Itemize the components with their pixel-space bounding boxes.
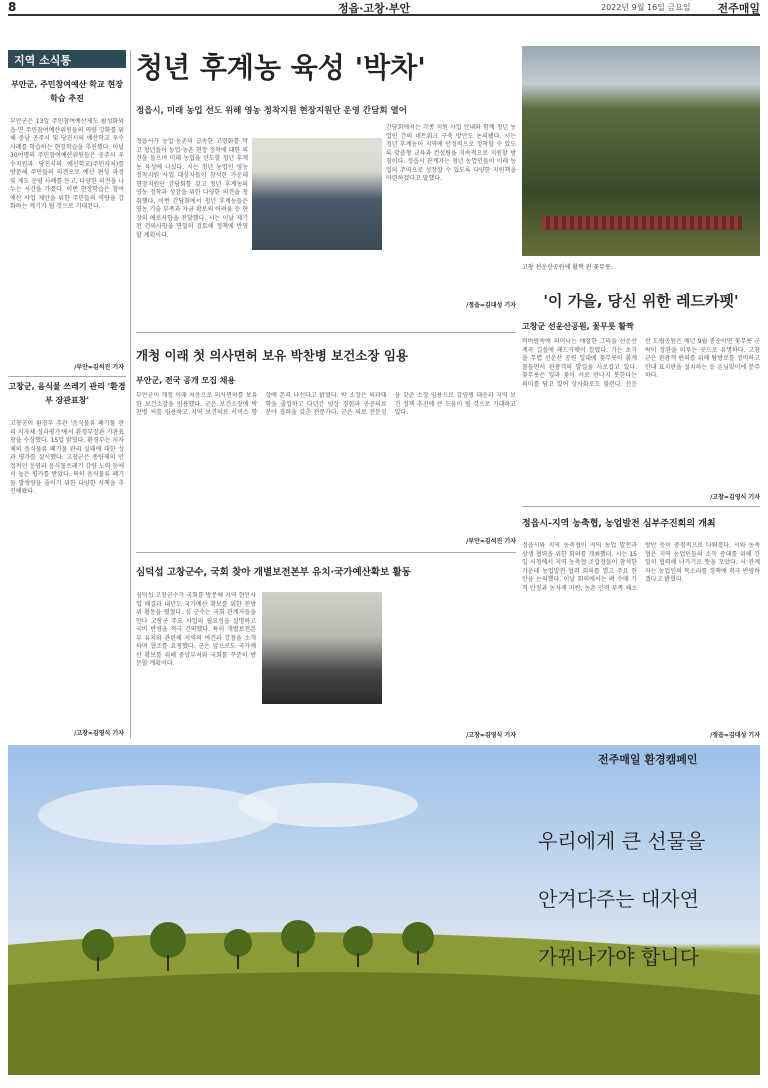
- ad-line-3: 가꿔나가야 합니다: [538, 945, 699, 969]
- sidebar-tag: 지역 소식통: [8, 50, 126, 68]
- redcape-headline: '이 가을, 당신 위한 레드카펫': [543, 292, 739, 310]
- redcape-body: 비바람속에 피어나는 애절한 그리움 선운산 계곡 길섶에 레드카펫이 깔렸다. 가는 초가을 무렵 선운산 공원 일대에 꽃무릇이 붉게 물들면서 관광객의 발길을 사로잡고 있다. 꽃무릇은 잎과 꽃이 서로 만나지 못한다는 의미를 담고 있어 상사화로도 불린다. 선운산 도립공원은 매년 9월 중순이면 꽃무릇 군락이 장관을 이루는 곳으로 유명하다. 고창군은 관광객 편의를 위해 탐방로를 정비하고 안내 표지판을 설치하는 등 손님맞이에 분주하다.: [522, 338, 760, 388]
- doctor-headline: 개청 이래 첫 의사면허 보유 박찬병 보건소장 임용: [136, 348, 408, 363]
- doctor-body: 부안군이 개청 이래 처음으로 의사면허를 보유한 보건소장을 임용했다. 군은 보건소장에 박찬병 씨를 임용하고 지역 보건의료 서비스 향상에 본격 나선다고 밝혔다. 박 소장은 의과대학을 졸업하고 다년간 임상 경험과 공공의료 분야 경력을 갖춘 전문가다. 군은 의료 전문성을 갖춘 소장 임용으로 감염병 대응과 지역 보건 정책 추진에 큰 도움이 될 것으로 기대하고 있다.: [136, 392, 516, 416]
- sidebar-article1-headline: 부안군, 주민참여예산 학교 현장학습 추진: [11, 80, 123, 103]
- budget-byline: /고창=김영식 기자: [466, 732, 516, 739]
- meeting-photo: [252, 138, 382, 250]
- budget-body: 심덕섭 고창군수가 국회를 방문해 지역 현안사업 해결과 내년도 국가예산 확보를 위한 전방위 활동을 펼쳤다. 심 군수는 국회 관계자들을 만나 고창군 주요 사업의 필요성을 설명하고 국비 반영을 적극 건의했다. 특히 개별보전본부 유치와 관련해 지역의 여건과 강점을 소개하며 협조를 요청했다. 군은 앞으로도 국가예산 확보를 위해 중앙부처와 국회를 꾸준히 방문할 계획이다.: [136, 592, 256, 667]
- council-body: 정읍시와 지역 농축협이 지역 농업 발전과 상생 협력을 위한 회의를 개최했다. 시는 15일 시청에서 지역 농축협 조합장들이 참석한 가운데 농업발전 협력 회의를 열고 주요 현안을 논의했다. 이날 회의에서는 벼 수매 가격 안정과 농자재 지원, 농촌 인력 부족 해소 방안 등이 중점적으로 다뤄졌다. 시와 농축협은 지역 농업인들의 소득 증대를 위해 긴밀히 협력해 나가기로 뜻을 모았다. 시 관계자는 농업인의 목소리를 정책에 적극 반영하겠다고 밝혔다.: [522, 542, 760, 592]
- redcape-subhead: 고창군 선운산공원, 꽃무릇 활짝: [522, 322, 634, 331]
- redcape-byline: /고창=김영식 기자: [710, 494, 760, 501]
- sidebar-article2-byline: /고창=김영식 기자: [74, 730, 124, 737]
- sidebar-divider: [8, 376, 126, 377]
- budget-photo: [262, 592, 382, 704]
- lycoris-photo: [522, 46, 760, 256]
- main-body-col1: 정읍시가 농업·농촌의 급속한 고령화를 막고 청년들이 농업·농촌 현장 정착에 대한 의견을 들으며 미래 농업을 선도할 청년 후계농 육성에 나섰다. 시는 청년 농업인 영농 정착지원 사업 대상자들이 참석한 가운데 현장지원단 간담회를 갖고 청년 후계농의 영농 정착과 성장을 위한 다양한 의견을 청취했다. 이번 간담회에서 청년 후계농들은 영농 기술 부족과 자금 확보의 어려움 등 현장의 애로사항을 전달했다. 시는 이날 제기된 건의사항을 면밀히 검토해 정책에 반영할 계획이다.: [136, 138, 248, 239]
- section-divider-3: [522, 506, 760, 507]
- ad-label: 전주매일 환경캠페인: [598, 753, 698, 766]
- ad-line-2: 안겨다주는 대자연: [538, 887, 699, 911]
- issue-date: 2022년 9월 16일 금요일: [601, 3, 691, 12]
- page-number: 8: [8, 0, 17, 14]
- publisher-name: 전주매일: [717, 2, 760, 15]
- budget-headline: 심덕섭 고창군수, 국회 찾아 개별보전본부 유치·국가예산확보 활동: [136, 567, 411, 578]
- council-byline: /정읍=김대성 기자: [710, 732, 760, 739]
- page-header: [8, 0, 760, 16]
- doctor-byline: /부안=김석진 기자: [466, 538, 516, 545]
- main-subtitle: 정읍시, 미래 농업 선도 위해 영농 정착지원 현장지원단 운영 간담회 열어: [136, 106, 407, 116]
- lycoris-caption: 고창 선운산공원에 활짝 핀 꽃무릇.: [522, 264, 613, 271]
- council-headline: 정읍시-지역 농축협, 농업발전 심부주진회의 개최: [522, 519, 716, 529]
- main-body-col3: 간담회에서는 각종 지원 사업 안내와 함께 청년 농업인 간의 네트워크 구축 방안도 논의됐다. 시는 청년 후계농이 지역에 안정적으로 정착할 수 있도록 맞춤형 교육과 컨설팅을 지속적으로 지원할 방침이다. 정읍시 관계자는 청년 농업인들이 미래 농업의 주역으로 성장할 수 있도록 다양한 지원책을 마련하겠다고 말했다.: [386, 124, 516, 182]
- section-title: 정읍·고창·부안: [338, 2, 411, 15]
- sidebar-article1-byline: /부안=김석진 기자: [74, 364, 124, 371]
- environment-ad: [8, 745, 760, 1075]
- doctor-subhead: 부안군, 전국 공개 모집 채용: [136, 376, 236, 385]
- sidebar-article2-headline: 고창군, 음식물 쓰레기 관리 '환경부 장관표창': [8, 382, 126, 405]
- sidebar-article1-body: 부안군은 13일 주민참여예산제도 활성화와 읍·면 주민참여예산위원들의 역량 강화를 위해 중남 공주시 및 당진시의 예산학교 우수사례를 학습하는 현장학습을 추진했다. 이날 30여명의 주민참여예산위원들은 공주시 우수지원과 당진시의 예산학교(주민자치)를 방문해 주민들의 의견으로 예산 편성 과정 및 제도 운영 사례를 듣고, 다양한 의견을 나누는 시간을 가졌다. 이번 현장학습은 참여예산 사업 제안을 위한 주민들의 역량을 강화하는 계기가 될 것으로 기대된다.: [10, 118, 124, 210]
- main-headline: 청년 후계농 육성 '박차': [136, 51, 426, 84]
- sidebar-article2-body: 고창군이 환경부 주관 '음식물류 폐기물 관리 지자체 성과평가'에서 환경부장관 기관표창을 수상했다. 15일 밝혔다. 환경부는 지자체의 음식물류 폐기물 관리 실태에 대한 성과 평가를 실시했다. 고창군은 종량제의 안정적인 운영과 음식물쓰레기 감량 노력 등에서 높은 평가를 받았다. 특히 음식물류 폐기물 발생량을 줄이기 위한 다양한 시책을 추진해왔다.: [10, 420, 124, 495]
- flower-field: [542, 216, 742, 230]
- main-byline: /정읍=김대성 기자: [466, 302, 516, 309]
- column-divider: [130, 50, 131, 738]
- section-divider-2: [136, 552, 516, 553]
- ad-line-1: 우리에게 큰 선물을: [538, 829, 706, 853]
- section-divider: [136, 332, 516, 333]
